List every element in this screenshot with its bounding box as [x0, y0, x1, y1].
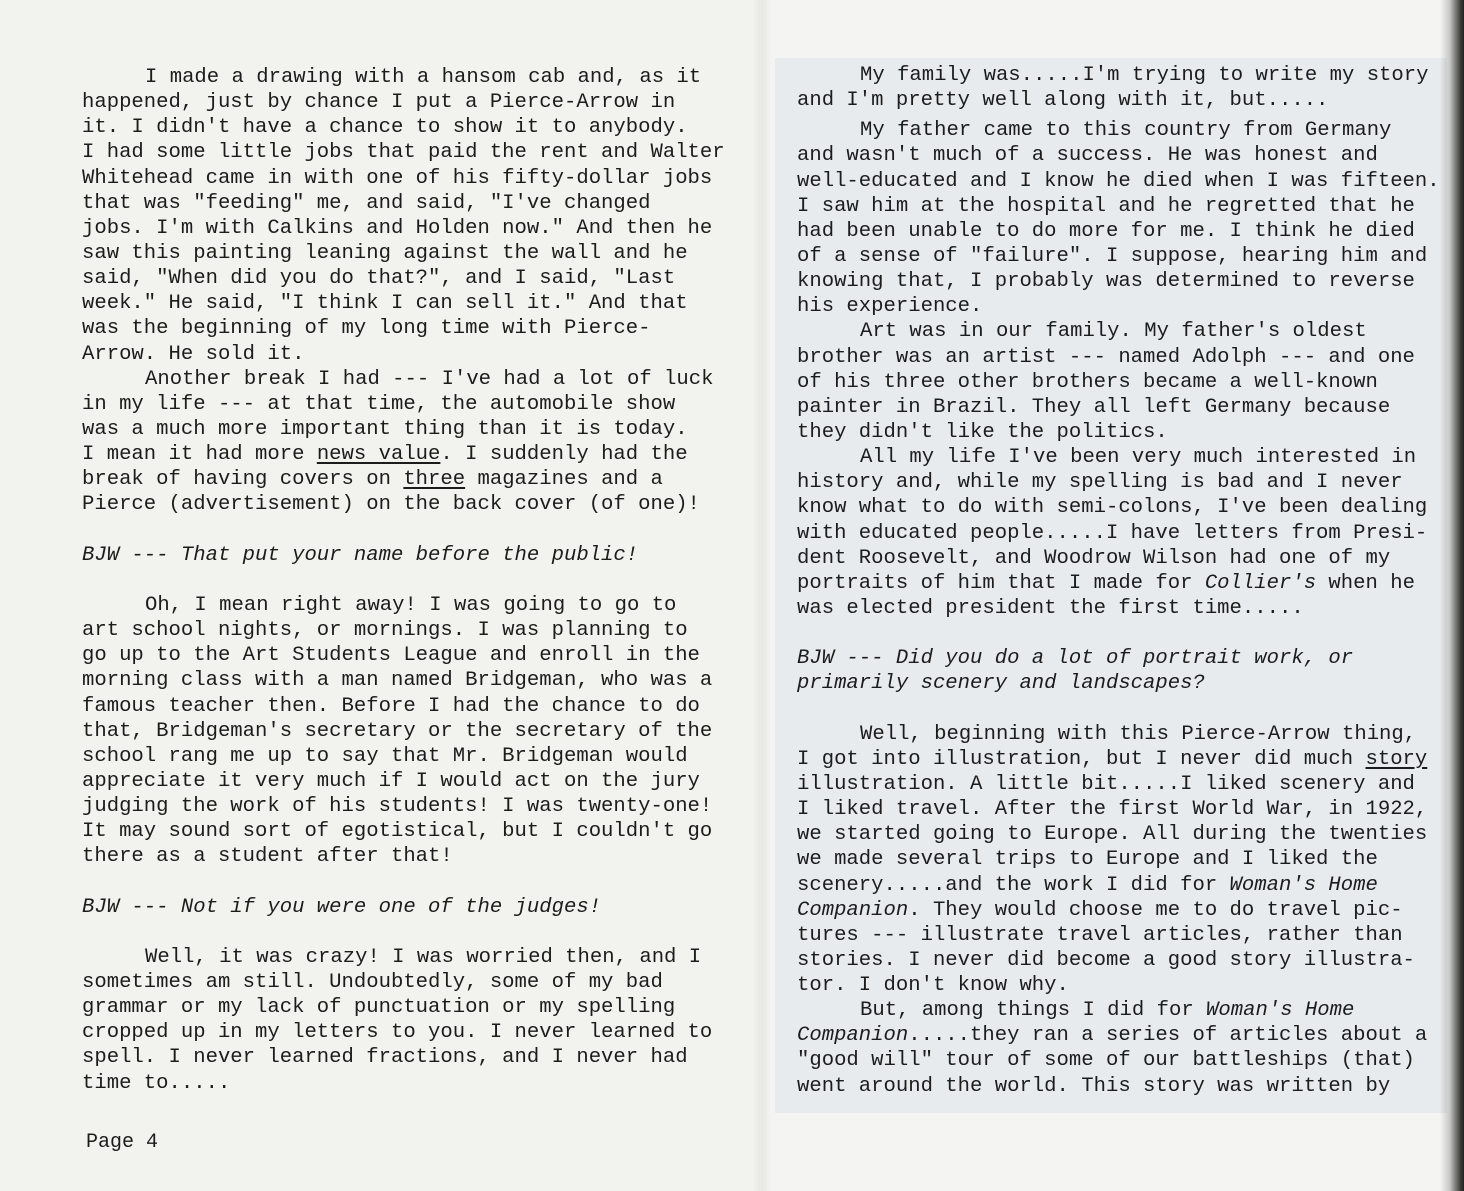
text-line [82, 668, 725, 693]
text-line [797, 772, 1440, 797]
text-segment: Oh, I mean right away! I was going to go to [145, 593, 677, 617]
page-number: Page 4 [86, 1131, 159, 1154]
right-column-text [797, 63, 1440, 1099]
text-line [82, 568, 725, 593]
text-segment: stories. I never did become a good story illustra- [797, 948, 1415, 972]
text-line [797, 671, 1440, 696]
text-segment: with educated people.....I have letters from Presi- [797, 521, 1428, 545]
text-segment: Well, beginning with this Pierce-Arrow thing, [860, 722, 1417, 746]
text-segment: of his three other brothers became a well-known [797, 370, 1378, 394]
text-line [797, 521, 1440, 546]
text-segment: "good will" tour of some of our battleships (that) [797, 1049, 1415, 1073]
text-segment: I liked travel. After the first World War, in 1922, [797, 798, 1428, 822]
text-segment: I saw him at the hospital and he regretted that he [797, 194, 1415, 218]
text-segment: and I'm pretty well along with it, but..... [797, 89, 1329, 113]
text-line [82, 90, 725, 115]
text-line [797, 294, 1440, 319]
text-segment: painter in Brazil. They all left Germany because [797, 395, 1391, 419]
italic-text: primarily scenery and landscapes? [797, 672, 1205, 696]
text-segment: of a sense of "failure". I suppose, hearing him and [797, 244, 1428, 268]
text-segment: happened, just by chance I put a Pierce-Arrow in [82, 91, 676, 115]
text-line [82, 819, 725, 844]
text-segment: I got into illustration, but I never did much [797, 747, 1366, 771]
page-gutter [752, 0, 772, 1191]
text-line [82, 115, 725, 140]
text-segment: jobs. I'm with Calkins and Holden now." And then he [82, 216, 713, 240]
text-line [797, 822, 1440, 847]
text-segment: I mean it had more [82, 443, 317, 467]
text-segment: portraits of him that I made for [797, 571, 1205, 595]
text-line [797, 646, 1440, 671]
text-line [82, 844, 725, 869]
text-line [82, 719, 725, 744]
text-segment: well-educated and I know he died when I was fifteen. [797, 169, 1440, 193]
left-column-text [82, 65, 725, 1096]
text-segment: Well, it was crazy! I was worried then, and I [145, 945, 702, 969]
text-line [82, 492, 725, 517]
text-segment: know what to do with semi-colons, I've been dealing [797, 496, 1428, 520]
text-line [82, 543, 725, 568]
text-segment: I had some little jobs that paid the rent and Walter [82, 141, 725, 165]
text-line [82, 417, 725, 442]
text-line [82, 140, 725, 165]
italic-text: BJW --- Not if you were one of the judges! [82, 895, 602, 919]
text-segment: Arrow. He sold it. [82, 342, 305, 366]
text-line [82, 794, 725, 819]
text-segment: saw this painting leaning against the wall and he [82, 241, 688, 265]
text-segment: had been unable to do more for me. I think he died [797, 219, 1415, 243]
text-segment: Art was in our family. My father's oldest [860, 320, 1367, 344]
text-line [797, 697, 1440, 722]
text-line [82, 266, 725, 291]
text-line [797, 470, 1440, 495]
text-line [797, 847, 1440, 872]
italic-text: Woman's Home [1206, 999, 1355, 1023]
text-line [82, 694, 725, 719]
text-segment: appreciate it very much if I would act on the jury [82, 769, 700, 793]
text-line [797, 395, 1440, 420]
binding-shadow [1440, 0, 1464, 1191]
text-segment: they didn't like the politics. [797, 420, 1168, 444]
text-line [82, 769, 725, 794]
text-line [82, 593, 725, 618]
italic-text: Companion [797, 1024, 909, 1048]
text-line [797, 370, 1440, 395]
text-segment: It may sound sort of egotistical, but I couldn't go [82, 820, 713, 844]
text-segment: .....they ran a series of articles about a [908, 1024, 1428, 1048]
text-line [797, 495, 1440, 520]
text-line [82, 995, 725, 1020]
text-line [82, 1045, 725, 1070]
text-line [82, 467, 725, 492]
text-segment: spell. I never learned fractions, and I never had [82, 1046, 688, 1070]
text-line [797, 88, 1440, 113]
text-segment: was a much more important thing than it is today. [82, 417, 688, 441]
text-line [797, 319, 1440, 344]
text-segment: history and, while my spelling is bad and I never [797, 471, 1403, 495]
text-segment: when he [1316, 571, 1415, 595]
text-segment: sometimes am still. Undoubtedly, some of my bad [82, 971, 663, 995]
italic-text: Collier's [1204, 571, 1317, 595]
underlined-text: three [403, 468, 466, 492]
text-segment: in my life --- at that time, the automobile show [82, 392, 676, 416]
text-segment: All my life I've been very much interested in [860, 446, 1417, 470]
text-segment: break of having covers on [82, 468, 404, 492]
text-segment: we made several trips to Europe and I liked the [797, 848, 1378, 872]
italic-text: BJW --- Did you do a lot of portrait work, or [797, 647, 1354, 671]
text-line [82, 241, 725, 266]
text-segment: grammar or my lack of punctuation or my spelling [82, 996, 676, 1020]
text-line [797, 244, 1440, 269]
text-line [82, 367, 725, 392]
italic-text: Companion [797, 898, 909, 922]
text-line [797, 898, 1440, 923]
text-line [82, 316, 725, 341]
text-line [797, 722, 1440, 747]
text-line [82, 166, 725, 191]
text-segment: My father came to this country from Germany [860, 119, 1392, 143]
text-line [797, 596, 1440, 621]
text-line [82, 744, 725, 769]
text-line [797, 621, 1440, 646]
text-segment: we started going to Europe. All during the twenties [797, 823, 1428, 847]
text-segment: tor. I don't know why. [797, 974, 1069, 998]
text-segment: tures --- illustrate travel articles, rather than [797, 923, 1403, 947]
text-line [797, 269, 1440, 294]
text-segment: . I suddenly had the [440, 443, 688, 467]
text-line [797, 345, 1440, 370]
text-line [82, 920, 725, 945]
text-segment: that was "feeding" me, and said, "I've changed [82, 191, 651, 215]
text-segment: dent Roosevelt, and Woodrow Wilson had one of my [797, 546, 1391, 570]
text-line [82, 945, 725, 970]
text-line [797, 571, 1440, 596]
text-line [797, 445, 1440, 470]
text-segment: school rang me up to say that Mr. Bridgeman would [82, 744, 688, 768]
text-segment: magazines and a [465, 468, 663, 492]
text-segment: said, "When did you do that?", and I said, "Last [82, 267, 676, 291]
text-segment: week." He said, "I think I can sell it." And that [82, 292, 688, 316]
text-segment: went around the world. This story was written by [797, 1074, 1391, 1098]
text-line [82, 342, 725, 367]
text-segment: famous teacher then. Before I had the chance to do [82, 694, 700, 718]
text-line [797, 923, 1440, 948]
text-segment: Whitehead came in with one of his fifty-dollar jobs [82, 166, 713, 190]
text-line [82, 870, 725, 895]
text-segment: scenery.....and the work I did for [797, 873, 1230, 897]
text-line [797, 1023, 1440, 1048]
text-line [82, 216, 725, 241]
text-line [797, 998, 1440, 1023]
text-segment: knowing that, I probably was determined to reverse [797, 270, 1415, 294]
text-line [82, 291, 725, 316]
text-segment: Another break I had --- I've had a lot of luck [145, 367, 714, 391]
text-segment: But, among things I did for [860, 999, 1207, 1023]
text-line [82, 970, 725, 995]
text-line [797, 219, 1440, 244]
text-segment: go up to the Art Students League and enroll in the [82, 644, 700, 668]
text-line [797, 63, 1440, 88]
text-line [82, 191, 725, 216]
text-segment: cropped up in my letters to you. I never learned to [82, 1021, 713, 1045]
text-segment: and wasn't much of a success. He was honest and [797, 144, 1378, 168]
italic-text: BJW --- That put your name before the public! [82, 543, 639, 567]
text-segment: art school nights, or mornings. I was planning to [82, 619, 688, 643]
text-segment: it. I didn't have a chance to show it to anybody. [82, 116, 688, 140]
text-segment: I made a drawing with a hansom cab and, as it [145, 66, 702, 89]
text-line [797, 546, 1440, 571]
text-line [82, 1020, 725, 1045]
text-line [797, 420, 1440, 445]
text-segment: judging the work of his students! I was twenty-one! [82, 795, 713, 819]
underlined-text: news value [316, 443, 441, 467]
text-line [797, 873, 1440, 898]
text-line [797, 797, 1440, 822]
text-line [797, 948, 1440, 973]
text-segment: was the beginning of my long time with Pierce- [82, 317, 651, 341]
text-segment: My family was.....I'm trying to write my story [860, 64, 1429, 87]
text-line [82, 65, 725, 90]
text-segment: that, Bridgeman's secretary or the secretary of the [82, 719, 713, 743]
text-line [797, 1074, 1440, 1099]
text-line [797, 1048, 1440, 1073]
text-segment: his experience. [797, 295, 983, 319]
text-line [82, 895, 725, 920]
text-line [82, 518, 725, 543]
text-segment: Pierce (advertisement) on the back cover (of one)! [82, 493, 700, 517]
text-segment: there as a student after that! [82, 845, 453, 869]
text-line [82, 1071, 725, 1096]
text-line [82, 618, 725, 643]
text-segment: illustration. A little bit.....I liked scenery and [797, 772, 1415, 796]
text-segment: was elected president the first time..... [797, 596, 1304, 620]
text-segment: morning class with a man named Bridgeman, who was a [82, 669, 713, 693]
italic-text: Woman's Home [1229, 873, 1378, 897]
text-line [797, 118, 1440, 143]
text-segment: brother was an artist --- named Adolph --- and one [797, 345, 1415, 369]
text-line [797, 143, 1440, 168]
text-line [82, 442, 725, 467]
text-segment: time to..... [82, 1071, 231, 1095]
text-line [797, 973, 1440, 998]
underlined-text: story [1365, 747, 1428, 771]
text-line [797, 747, 1440, 772]
text-line [797, 169, 1440, 194]
text-segment: . They would choose me to do travel pic- [908, 898, 1403, 922]
text-line [82, 392, 725, 417]
text-line [797, 194, 1440, 219]
text-line [82, 643, 725, 668]
